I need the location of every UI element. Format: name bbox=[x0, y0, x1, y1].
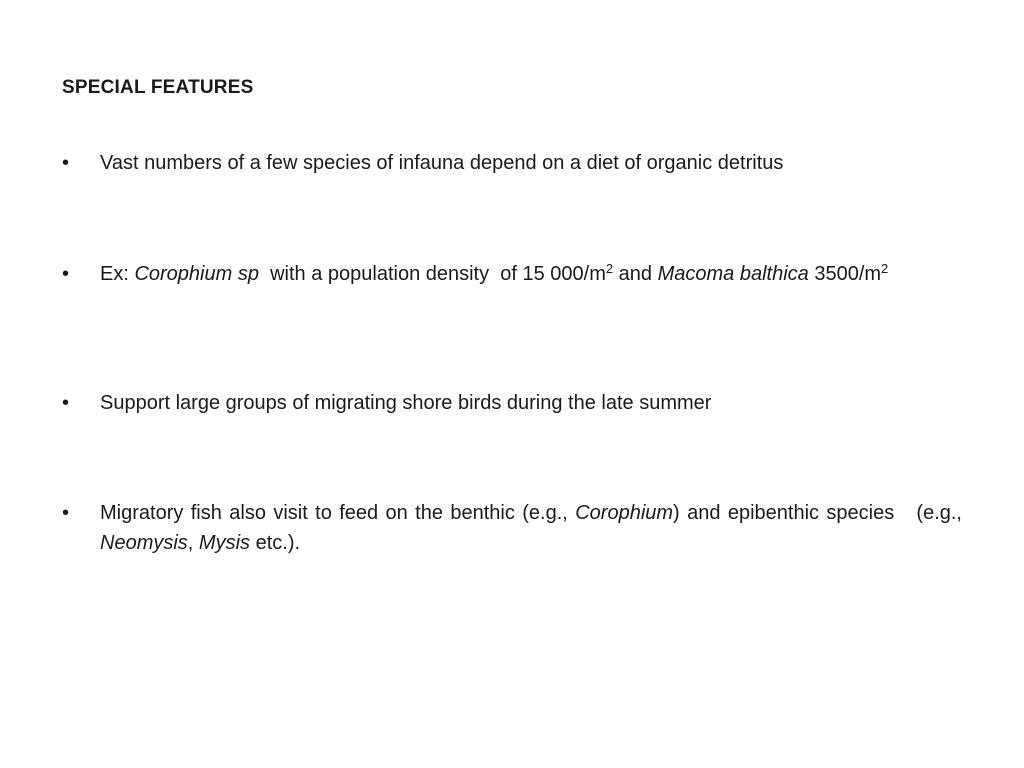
bullet-dot: • bbox=[62, 502, 70, 524]
slide-heading: SPECIAL FEATURES bbox=[62, 77, 254, 98]
bullet-text-body: Vast numbers of a few species of infauna depend on a diet of organic detritus bbox=[100, 152, 784, 174]
text-and: and bbox=[613, 263, 658, 285]
bullet-item bbox=[62, 259, 962, 289]
bullet-text bbox=[100, 148, 962, 178]
species-name: Macoma balthica bbox=[657, 263, 809, 285]
text-part: Migratory fish also visit to feed on the benthic (e.g., bbox=[100, 502, 576, 524]
text-comma: , bbox=[187, 532, 199, 554]
superscript: 2 bbox=[605, 261, 614, 276]
bullet-dot: • bbox=[62, 392, 70, 414]
species-name: Corophium sp bbox=[134, 263, 259, 285]
bullet-dot: • bbox=[62, 263, 70, 285]
species-name: Corophium bbox=[575, 502, 674, 524]
bullet-dot: • bbox=[62, 152, 70, 174]
bullet-item bbox=[62, 498, 968, 558]
species-name: Neomysis bbox=[100, 532, 188, 554]
bullet-item bbox=[62, 148, 962, 178]
bullet-item bbox=[62, 388, 962, 418]
bullet-text-body: Support large groups of migrating shore birds during the late summer bbox=[100, 392, 712, 414]
text-middle: with a population density of 15 000/m bbox=[258, 263, 606, 285]
species-name: Mysis bbox=[198, 532, 251, 554]
bullet-text bbox=[100, 259, 962, 289]
bullet-text bbox=[100, 388, 962, 418]
superscript: 2 bbox=[881, 261, 889, 276]
bullet-text bbox=[100, 498, 968, 558]
text-prefix: Ex: bbox=[100, 263, 135, 285]
text-value: 3500/m bbox=[808, 263, 882, 285]
text-part: ) and epibenthic species (e.g., bbox=[673, 502, 968, 524]
text-part: etc.). bbox=[250, 532, 301, 554]
